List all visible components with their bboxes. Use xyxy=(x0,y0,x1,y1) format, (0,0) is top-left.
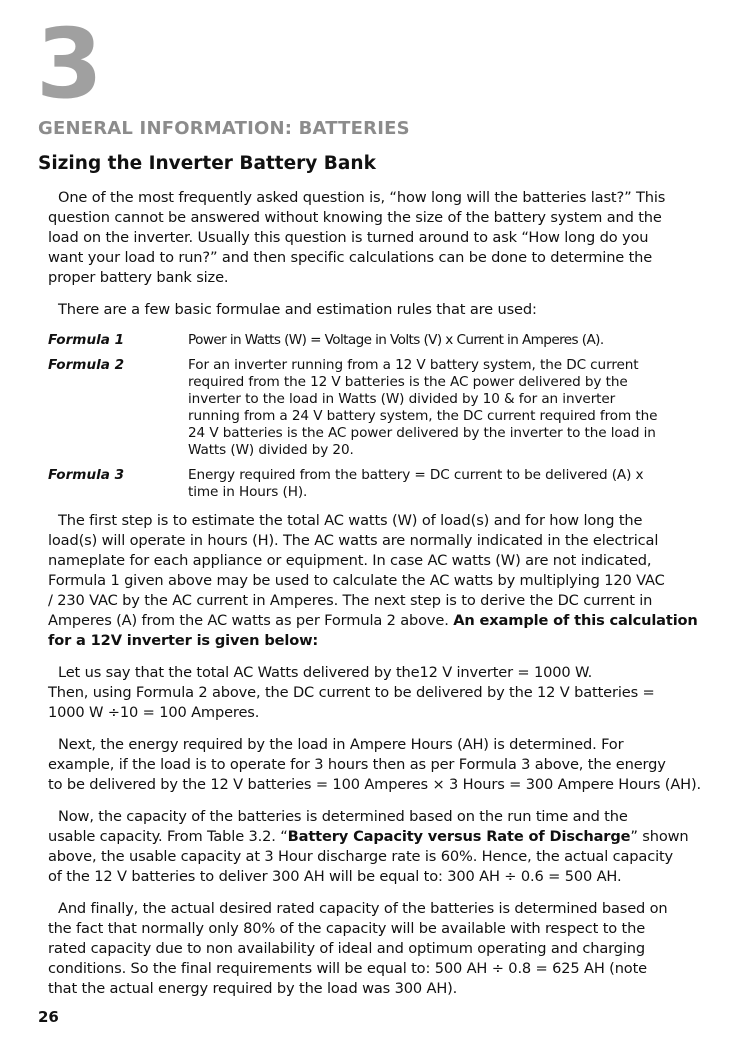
text-line: want your load to run?” and then specific calculations can be done to determine the xyxy=(48,249,653,266)
text-line xyxy=(38,827,716,847)
text-line: 24 V batteries is the AC power delivered by the inverter to the load in xyxy=(188,425,656,441)
formula-row xyxy=(48,357,716,459)
chapter-number: 3 xyxy=(36,8,101,120)
formulae-intro-paragraph xyxy=(38,300,716,320)
text-line: rated capacity due to non availability of ideal and optimum operating and charging xyxy=(48,940,645,957)
chapter-title: GENERAL INFORMATION: BATTERIES xyxy=(38,118,410,139)
text-line: Next, the energy required by the load in Ampere Hours (AH) is determined. For xyxy=(58,736,624,753)
bold-text: An example of this calculation xyxy=(453,612,698,629)
text-line: For an inverter running from a 12 V battery system, the DC current xyxy=(188,357,639,373)
energy-paragraph xyxy=(38,735,716,795)
text-line: / 230 VAC by the AC current in Amperes. The next step is to derive the DC current in xyxy=(48,592,653,609)
text-line: Let us say that the total AC Watts delivered by the12 V inverter = 1000 W. xyxy=(58,664,593,681)
text-line: example, if the load is to operate for 3 hours then as per Formula 3 above, the energy xyxy=(48,756,666,773)
formula-row xyxy=(48,467,716,501)
text-line: The first step is to estimate the total AC watts (W) of load(s) and for how long the xyxy=(58,512,643,529)
text-line: question cannot be answered without knowing the size of the battery system and the xyxy=(48,209,662,226)
text-line: that the actual energy required by the load was 300 AH). xyxy=(48,980,458,997)
text-segment: ” shown xyxy=(630,828,689,845)
page-body xyxy=(38,188,716,1011)
formula-text xyxy=(188,357,716,459)
example-paragraph xyxy=(38,663,716,723)
text-line: above, the usable capacity at 3 Hour discharge rate is 60%. Hence, the actual capacity xyxy=(48,848,674,865)
bold-text: for a 12V inverter is given below: xyxy=(48,632,319,649)
text-line: the fact that normally only 80% of the capacity will be available with respect to the xyxy=(48,920,646,937)
text-line: Formula 1 given above may be used to calculate the AC watts by multiplying 120 VAC xyxy=(48,572,665,589)
section-heading: Sizing the Inverter Battery Bank xyxy=(38,153,376,174)
capacity-paragraph xyxy=(38,807,716,887)
text-line: Now, the capacity of the batteries is determined based on the run time and the xyxy=(58,808,628,825)
formula-text xyxy=(188,467,716,501)
text-line: Energy required from the battery = DC current to be delivered (A) x xyxy=(188,467,644,483)
text-line: time in Hours (H). xyxy=(188,484,308,500)
text-line: proper battery bank size. xyxy=(48,269,229,286)
text-line: load(s) will operate in hours (H). The AC watts are normally indicated in the electrical xyxy=(48,532,659,549)
text-line: to be delivered by the 12 V batteries = 100 Amperes × 3 Hours = 300 Ampere Hours (AH). xyxy=(48,776,702,793)
final-paragraph xyxy=(38,899,716,999)
text-line: nameplate for each appliance or equipment. In case AC watts (W) are not indicated, xyxy=(48,552,652,569)
intro-paragraph xyxy=(38,188,716,288)
text-line: inverter to the load in Watts (W) divided by 10 & for an inverter xyxy=(188,391,616,407)
text-line xyxy=(38,611,716,631)
text-line: Then, using Formula 2 above, the DC current to be delivered by the 12 V batteries = xyxy=(48,684,655,701)
first-step-paragraph xyxy=(38,511,716,651)
text-line: There are a few basic formulae and estimation rules that are used: xyxy=(58,301,537,318)
text-line: conditions. So the final requirements will be equal to: 500 AH ÷ 0.8 = 625 AH (note xyxy=(48,960,647,977)
formula-row xyxy=(48,332,716,349)
formula-label: Formula 1 xyxy=(48,332,125,348)
formula-label: Formula 3 xyxy=(48,467,125,483)
text-line: of the 12 V batteries to deliver 300 AH will be equal to: 300 AH ÷ 0.6 = 500 AH. xyxy=(48,868,622,885)
formula-text xyxy=(188,332,716,349)
text-line: One of the most frequently asked question is, “how long will the batteries last?” This xyxy=(58,189,666,206)
table-reference: Battery Capacity versus Rate of Discharge xyxy=(287,828,631,845)
text-line: required from the 12 V batteries is the AC power delivered by the xyxy=(188,374,628,390)
formula-label: Formula 2 xyxy=(48,357,125,373)
text-line: running from a 24 V battery system, the DC current required from the xyxy=(188,408,658,424)
formula-list xyxy=(38,332,716,501)
text-segment: usable capacity. From Table 3.2. “ xyxy=(48,828,288,845)
text-line: load on the inverter. Usually this question is turned around to ask “How long do you xyxy=(48,229,649,246)
text-line: 1000 W ÷10 = 100 Amperes. xyxy=(48,704,260,721)
text-line: Power in Watts (W) = Voltage in Volts (V) x Current in Amperes (A). xyxy=(188,332,604,348)
page-number: 26 xyxy=(38,1008,59,1026)
text-line: Watts (W) divided by 20. xyxy=(188,442,354,458)
text-segment: Amperes (A) from the AC watts as per Formula 2 above. xyxy=(48,612,454,629)
text-line: And finally, the actual desired rated capacity of the batteries is determined based on xyxy=(58,900,668,917)
